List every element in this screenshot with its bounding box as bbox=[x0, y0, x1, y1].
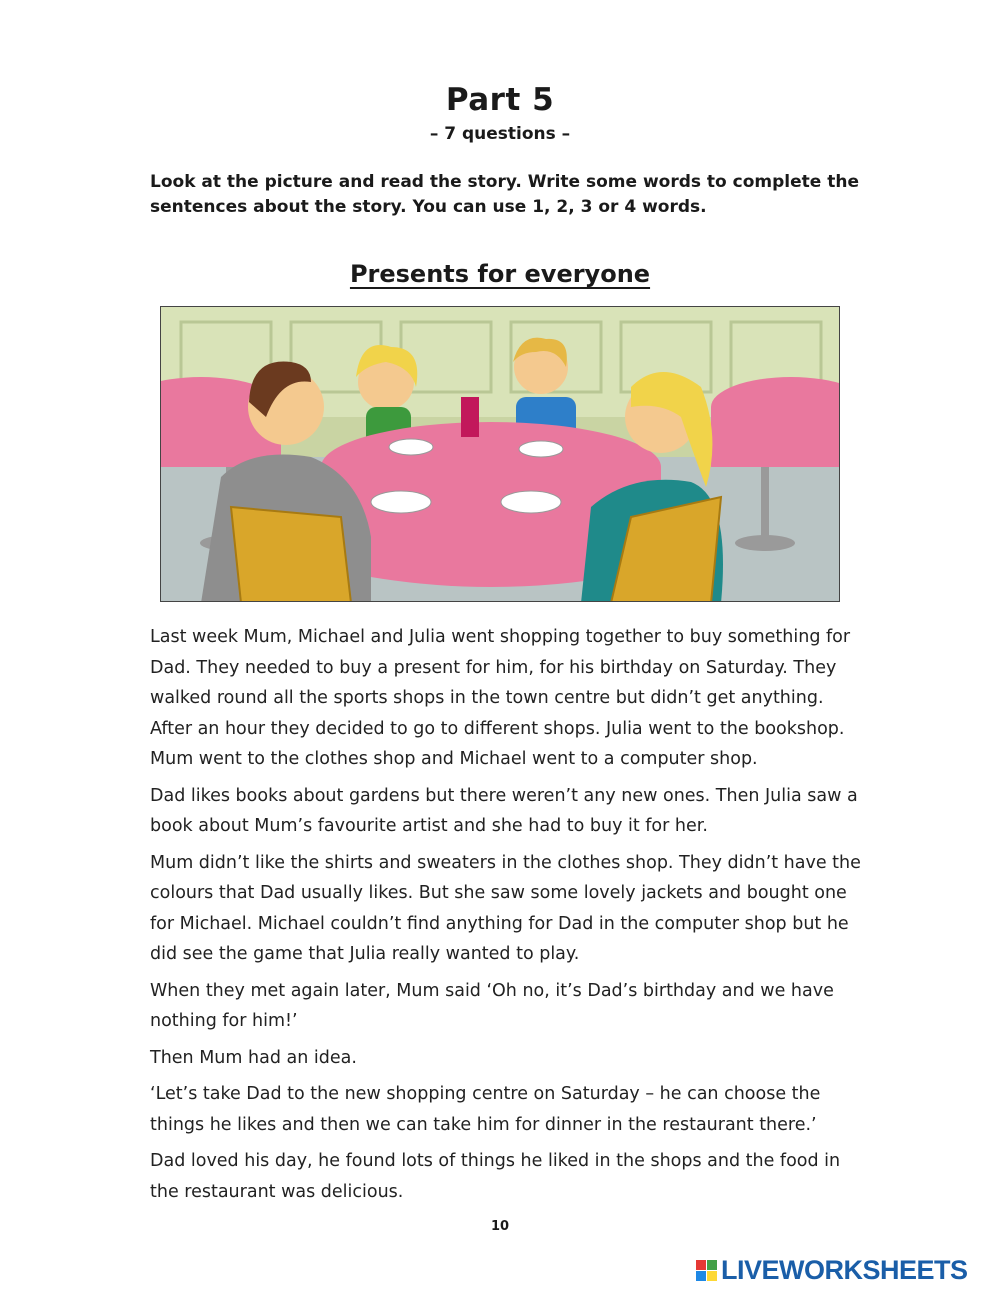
story-title-text: Presents for everyone bbox=[349, 260, 651, 288]
story-paragraph: Dad likes books about gardens but there weren’t any new ones. Then Julia saw a book about Mum’s favourite artist and she had to buy it for her. bbox=[150, 785, 858, 836]
restaurant-illustration bbox=[160, 306, 840, 602]
story-title bbox=[0, 260, 1000, 288]
liveworksheets-logo[interactable] bbox=[696, 1255, 968, 1285]
instructions bbox=[150, 170, 870, 220]
story-paragraph: ‘Let’s take Dad to the new shopping centre on Saturday – he can choose the things he likes and then we can take him for dinner in the restaurant there.’ bbox=[150, 1084, 821, 1135]
brand-name: LIVEWORKSHEETS bbox=[721, 1254, 968, 1285]
story-paragraph: Then Mum had an idea. bbox=[150, 1047, 357, 1068]
instructions-text: Look at the picture and read the story. Write some words to complete the sentences about the story. You can use 1, 2, 3 or 4 words. bbox=[150, 172, 859, 217]
question-count: – 7 questions – bbox=[429, 124, 571, 144]
family-dinner-picture bbox=[161, 307, 840, 602]
story-paragraph: When they met again later, Mum said ‘Oh no, it’s Dad’s birthday and we have nothing for him!’ bbox=[150, 980, 834, 1031]
story-paragraph: Dad loved his day, he found lots of things he liked in the shops and the food in the restaurant was delicious. bbox=[150, 1151, 841, 1202]
page-number: 10 bbox=[490, 1219, 510, 1234]
story-paragraph: Last week Mum, Michael and Julia went shopping together to buy something for Dad. They needed to buy a present for him, for his birthday on Saturday. They walked round all the sports shops in the town centre but didn’t get anything. After an hour they decided to go to different shops. Julia went to the bookshop. Mum went to the clothes shop and Michael went to a computer shop. bbox=[150, 627, 851, 769]
story-text bbox=[150, 622, 870, 1213]
story-paragraph: Mum didn’t like the shirts and sweaters in the clothes shop. They didn’t have the colours that Dad usually likes. But she saw some lovely jackets and bought one for Michael. Michael couldn’t find anything for Dad in the computer shop but he did see the game that Julia really wanted to play. bbox=[150, 852, 861, 964]
liveworksheets-icon bbox=[696, 1260, 717, 1281]
part-title: Part 5 bbox=[445, 82, 555, 118]
